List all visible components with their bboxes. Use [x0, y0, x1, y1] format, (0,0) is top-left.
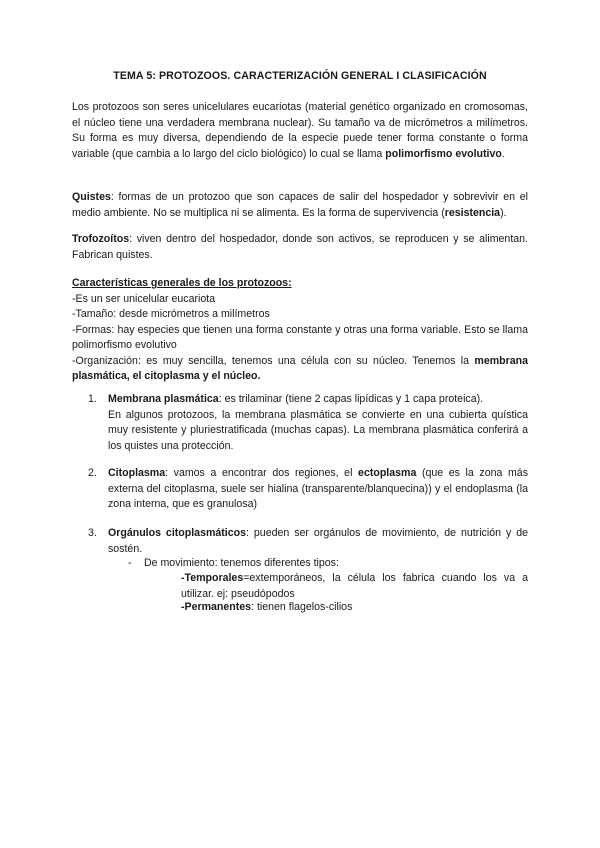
ectoplasma-bold: ectoplasma: [358, 467, 417, 479]
citoplasma-term: Citoplasma: [108, 467, 166, 479]
caracteristicas-item: -Tamaño: desde micrómetros a milímetros: [72, 308, 270, 320]
permanentes-term: -Permanentes: [181, 601, 252, 613]
permanentes-text: : tienen flagelos-cilios: [251, 601, 353, 613]
trofozoitos-paragraph: [72, 232, 528, 263]
quistes-text: : formas de un protozoo que son capaces de salir del hospedador y sobrevivir en el medio ambiente. No se multiplica ni se alimenta. Es la forma de supervivencia (: [72, 191, 528, 219]
quistes-end: ).: [500, 206, 507, 219]
trofozoitos-text: : viven dentro del hospedador, donde son activos, se reproducen y se alimentan. Fabrican quistes.: [72, 233, 528, 261]
list-number: 2.: [88, 467, 97, 479]
temporales-text: =extemporáneos, la célula los fabrica cuando los va a utilizar. ej: pseudópodos: [181, 572, 528, 600]
list-item-membrana: [88, 392, 528, 454]
list-number: 1.: [88, 393, 97, 405]
intro-end: .: [501, 147, 505, 160]
organulos-text: : pueden ser orgánulos de movimiento, de nutrición y de sostén.: [108, 527, 528, 555]
caracteristicas-item: -Es un ser unicelular eucariota: [72, 292, 216, 305]
list-item-citoplasma: [88, 466, 528, 513]
list-item-organulos: [88, 526, 528, 557]
intro-paragraph: [72, 100, 528, 162]
caracteristicas-heading: Características generales de los protozoos:: [72, 277, 292, 289]
temporales-item: [181, 571, 528, 602]
list-number: 3.: [88, 527, 97, 539]
page-title: TEMA 5: PROTOZOOS. CARACTERIZACIÓN GENERAL I CLASIFICACIÓN: [113, 70, 487, 82]
caracteristicas-organizacion: [72, 354, 528, 385]
membrana-term: Membrana plasmática: [108, 393, 219, 405]
temporales-term: -Temporales: [181, 572, 244, 584]
quistes-paragraph: [72, 190, 528, 221]
membrana-extra: En algunos protozoos, la membrana plasmática se convierte en una cubierta quística muy resistente y pluriestratificada (muchas capas). La membrana plasmática conferirá a los quistes una protección.: [108, 408, 528, 452]
caracteristicas-section: [72, 276, 528, 385]
organulos-term: Orgánulos citoplasmáticos: [108, 527, 247, 539]
trofozoitos-term: Trofozoítos: [72, 233, 130, 245]
citoplasma-text-c: (que es la zona más externa del citoplasma, suele ser hialina (transparente/blanquecina)) y el endoplasma (la zona interna, que es granulosa): [108, 467, 528, 510]
intro-bold: polimorfismo evolutivo: [385, 147, 502, 160]
quistes-bold: resistencia: [444, 206, 501, 219]
quistes-term: Quistes: [72, 191, 111, 203]
permanentes-item: [181, 600, 528, 616]
membrana-text: : es trilaminar (tiene 2 capas lipídicas y 1 capa proteica).: [218, 393, 484, 405]
organizacion-text: -Organización: es muy sencilla, tenemos una célula con su núcleo. Tenemos la: [72, 354, 470, 367]
organizacion-bold: membrana plasmática, el citoplasma y el núcleo.: [72, 354, 528, 382]
citoplasma-text-a: : vamos a encontrar dos regiones, el: [165, 467, 353, 479]
dash-bullet: -: [128, 557, 132, 569]
movimiento-text: De movimiento: tenemos diferentes tipos:: [144, 557, 339, 569]
caracteristicas-item: -Formas: hay especies que tienen una forma constante y otras una forma variable. Esto se llama polimorfismo evolutivo: [72, 323, 528, 351]
intro-text: Los protozoos son seres unicelulares eucariotas (material genético organizado en cromosomas, el núcleo tiene una verdadera membrana nuclear). Su tamaño va de micrómetros a milímetros. Su forma es muy diversa, dependiendo de la especie puede tener forma constante o forma variable (que cambia a lo largo del ciclo biológico) lo cual se llama: [72, 101, 528, 160]
